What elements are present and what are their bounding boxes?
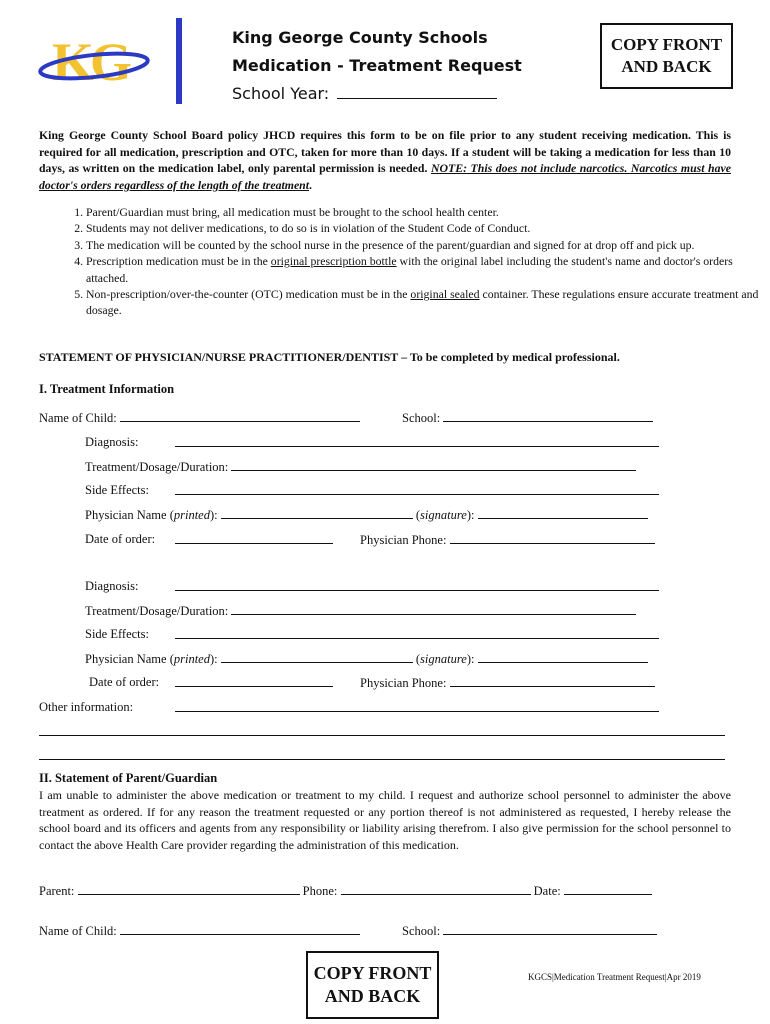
- rule-item: [86, 286, 770, 319]
- other-info-label: Other information:: [39, 700, 134, 714]
- treatment-row: [85, 459, 636, 475]
- side-effects-row: [85, 483, 149, 498]
- treatment-field[interactable]: [231, 603, 636, 615]
- school-label: School:: [402, 924, 441, 938]
- parent-label: Parent:: [39, 884, 75, 898]
- rules-list: [40, 204, 770, 319]
- section1-title: I. Treatment Information: [39, 382, 175, 396]
- child-name-row: [39, 923, 360, 939]
- colon: ):: [209, 652, 218, 666]
- rule-emphasis: original prescription bottle: [270, 254, 397, 269]
- parent-statement: I am unable to administer the above medication or treatment to my child. I request and authorize school personnel to administer the above treatment as ordered. If for any reason the treatment requested or any portion thereof is not administered as requested, I hereby release the school board and its officers and agents from any responsibility or liability arising therefrom. I also give permission for the school personnel to contact the above Health Care provider regarding the administration of this medication.: [39, 788, 731, 852]
- school-year-label: School Year:: [232, 84, 330, 103]
- physician-phone-field[interactable]: [450, 675, 655, 687]
- school-year-field[interactable]: [337, 84, 497, 99]
- signature-label: signature: [420, 652, 467, 666]
- phone-row: [360, 675, 655, 691]
- signature-field[interactable]: [478, 507, 648, 519]
- note-end: .: [309, 177, 312, 192]
- parent-field[interactable]: [78, 883, 300, 895]
- diagnosis-label: Diagnosis:: [85, 435, 139, 449]
- school-name: King George County Schools: [232, 28, 488, 47]
- treatment-row: [85, 603, 636, 619]
- rule-item: [86, 253, 770, 286]
- child-name-field[interactable]: [120, 410, 360, 422]
- form-reference: KGCS|Medication Treatment Request|Apr 2019: [528, 972, 701, 982]
- school-row: [402, 923, 657, 939]
- diagnosis-field[interactable]: [175, 579, 659, 591]
- colon: ):: [466, 652, 475, 666]
- school-field[interactable]: [443, 923, 657, 935]
- treatment-field[interactable]: [231, 459, 636, 471]
- statement-heading: STATEMENT OF PHYSICIAN/NURSE PRACTITIONER/DENTIST – To be completed by medical professional.: [39, 350, 620, 364]
- paren: (: [415, 508, 421, 522]
- policy-intro: [39, 127, 731, 193]
- svg-text:KG: KG: [52, 32, 129, 92]
- colon: ):: [209, 508, 218, 522]
- physician-name-field[interactable]: [221, 651, 413, 663]
- kg-logo: [38, 28, 158, 98]
- treatment-label: Treatment/Dosage/Duration:: [85, 604, 229, 618]
- side-effects-field[interactable]: [175, 627, 659, 639]
- physician-name-label: Physician Name (: [85, 508, 174, 522]
- narcotics-note: NOTE: This does not include narcotics. Narcotics must have doctor's orders regardless of the length of the treatment: [39, 161, 731, 192]
- signature-label: signature: [420, 508, 467, 522]
- phone-label: Physician Phone:: [360, 676, 447, 690]
- other-info-field[interactable]: [39, 748, 725, 760]
- printed-label: printed: [173, 508, 210, 522]
- rule-item: 2. Students may not deliver medications, to do so is in violation of the Student Code of Conduct.: [86, 220, 770, 236]
- date-label: Date:: [533, 884, 561, 898]
- rule-item: 1. Parent/Guardian must bring, all medication must be brought to the school health center.: [86, 204, 770, 220]
- diagnosis-row: [85, 435, 138, 450]
- date-order-row: [85, 532, 155, 547]
- physician-name-row: [85, 651, 648, 667]
- school-year: [232, 84, 497, 103]
- rule-emphasis: original sealed: [410, 287, 480, 302]
- side-effects-label: Side Effects:: [85, 627, 149, 641]
- signature-field[interactable]: [478, 651, 648, 663]
- side-effects-field[interactable]: [175, 483, 659, 495]
- other-info-row: [39, 700, 133, 715]
- rule-text: with the original label including the student's name and doctor's orders attached.: [86, 254, 733, 285]
- date-order-field[interactable]: [175, 532, 333, 544]
- paren: (: [415, 652, 421, 666]
- phone-row: [360, 532, 655, 548]
- rule-text: container. These regulations ensure accurate treatment and dosage.: [86, 287, 759, 318]
- copy-notice-bottom: [306, 951, 439, 1019]
- date-order-label: Date of order:: [85, 532, 156, 546]
- date-order-row: [89, 675, 159, 690]
- physician-name-row: [85, 507, 648, 523]
- date-field[interactable]: [564, 883, 652, 895]
- other-info-field[interactable]: [175, 700, 659, 712]
- school-row: [402, 410, 653, 426]
- treatment-label: Treatment/Dosage/Duration:: [85, 460, 229, 474]
- child-name-field[interactable]: [120, 923, 360, 935]
- physician-phone-field[interactable]: [450, 532, 655, 544]
- section2-title: II. Statement of Parent/Guardian: [39, 771, 218, 785]
- header-divider: [176, 18, 182, 104]
- parent-phone-field[interactable]: [341, 883, 531, 895]
- phone-label: Physician Phone:: [360, 533, 447, 547]
- date-order-label: Date of order:: [89, 675, 160, 689]
- printed-label: printed: [173, 652, 210, 666]
- parent-row: [39, 883, 652, 899]
- child-name-label: Name of Child:: [39, 924, 117, 938]
- diagnosis-label: Diagnosis:: [85, 579, 139, 593]
- physician-name-field[interactable]: [221, 507, 413, 519]
- child-name-label: Name of Child:: [39, 411, 117, 425]
- rule-item: 3. The medication will be counted by the school nurse in the presence of the parent/guardian and signed for at drop off and pick up.: [86, 237, 770, 253]
- rule-text: Non-prescription/over-the-counter (OTC) medication must be in the: [86, 287, 411, 302]
- side-effects-row: [85, 627, 149, 642]
- form-title: Medication - Treatment Request: [232, 56, 522, 75]
- diagnosis-row: [85, 579, 138, 594]
- school-field[interactable]: [443, 410, 653, 422]
- copy-notice-line: AND BACK: [324, 986, 421, 1006]
- colon: ):: [466, 508, 475, 522]
- date-order-field[interactable]: [175, 675, 333, 687]
- intro-text: King George County School Board policy JHCD requires this form to be on file prior to any student receiving medication. This is required for all medication, prescription and OTC, taken for more than 10 days. If a student will be taking a medication for less than 10 days, as written on the medication label, only parental permission is needed.: [39, 128, 731, 175]
- physician-name-label: Physician Name (: [85, 652, 174, 666]
- phone-label: Phone:: [302, 884, 338, 898]
- rule-text: Prescription medication must be in the: [86, 254, 271, 269]
- copy-notice-line: COPY FRONT: [313, 963, 432, 983]
- side-effects-label: Side Effects:: [85, 483, 149, 497]
- copy-notice-top: COPY FRONT AND BACK: [600, 23, 733, 89]
- school-label: School:: [402, 411, 441, 425]
- other-info-field[interactable]: [39, 724, 725, 736]
- diagnosis-field[interactable]: [175, 435, 659, 447]
- child-name-row: [39, 410, 360, 426]
